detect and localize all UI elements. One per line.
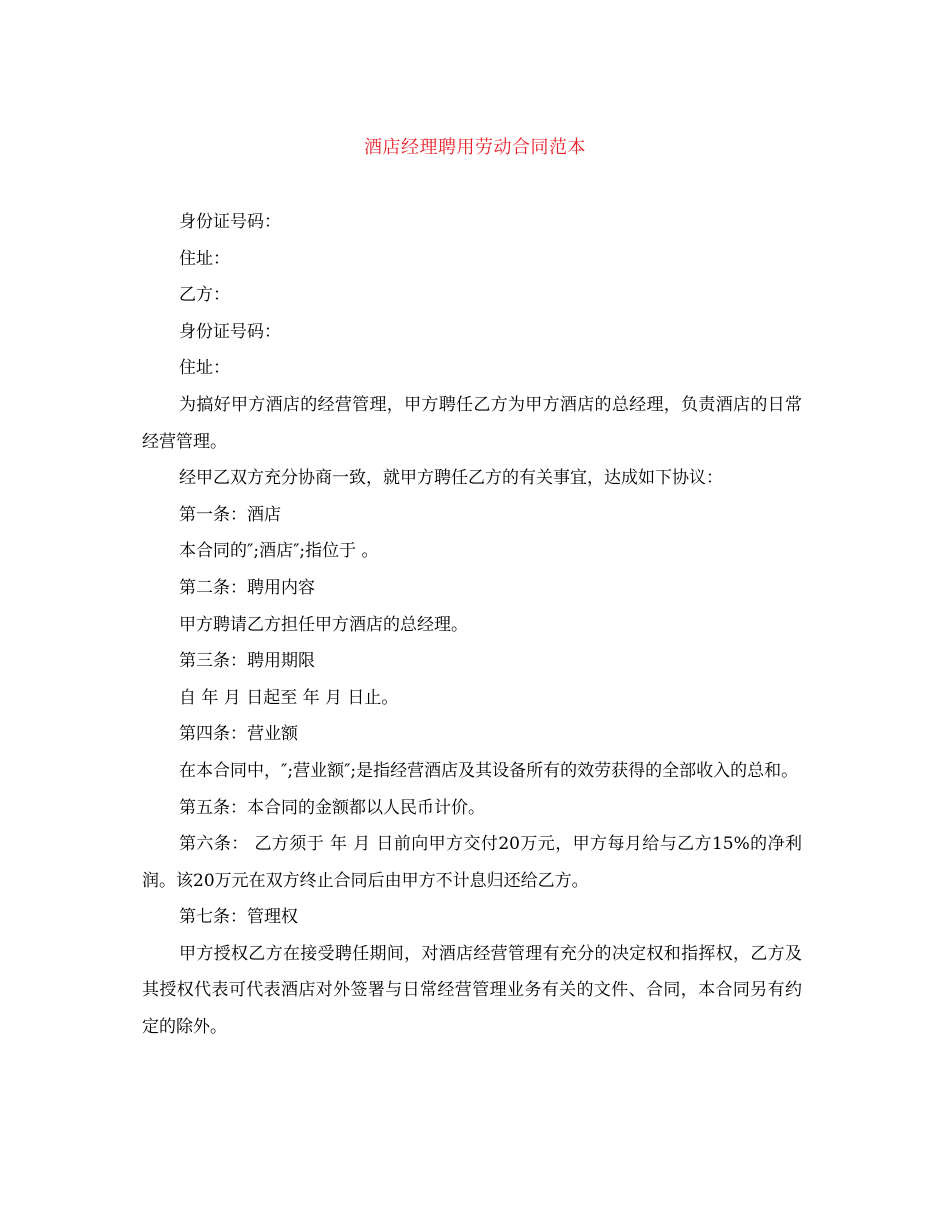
article-7-text: 甲方授权乙方在接受聘任期间，对酒店经营管理有充分的决定权和指挥权，乙方及其授权代表可代表酒店对外签署与日常经营管理业务有关的文件、合同，本合同另有约定的除外。 — [142, 943, 802, 1038]
article-7-heading: 第七条：管理权 — [179, 907, 298, 928]
paragraph-address-2: 住址： — [179, 358, 230, 379]
article-1-text: 本合同的″;酒店″;指位于 。 — [179, 541, 379, 562]
paragraph-id-number-2: 身份证号码： — [179, 321, 281, 342]
article-6-text: 第六条： 乙方须于 年 月 日前向甲方交付20万元，甲方每月给与乙方15%的净利润。该20万元在双方终止合同后由甲方不计息归还给乙方。 — [142, 834, 802, 891]
article-4-heading: 第四条：营业额 — [179, 724, 298, 745]
paragraph-id-number-1: 身份证号码： — [179, 212, 281, 232]
paragraph-party-b: 乙方： — [179, 285, 230, 306]
article-3-heading: 第三条：聘用期限 — [179, 651, 315, 672]
paragraph-purpose: 为搞好甲方酒店的经营管理，甲方聘任乙方为甲方酒店的总经理，负责酒店的日常经营管理。 — [142, 394, 802, 452]
paragraph-address-1: 住址： — [179, 248, 230, 269]
paragraph-agreement: 经甲乙双方充分协商一致，就甲方聘任乙方的有关事宜，达成如下协议： — [179, 468, 723, 489]
article-3-text: 自 年 月 日起至 年 月 日止。 — [179, 687, 399, 708]
article-2-heading: 第二条：聘用内容 — [179, 577, 315, 598]
document-body — [142, 204, 802, 1046]
article-1-heading: 第一条：酒店 — [179, 504, 281, 525]
article-4-text: 在本合同中，″;营业额″;是指经营酒店及其设备所有的效劳获得的全部收入的总和。 — [179, 760, 799, 781]
article-2-text: 甲方聘请乙方担任甲方酒店的总经理。 — [179, 614, 468, 635]
document-title: 酒店经理聘用劳动合同范本 — [364, 137, 586, 158]
article-5-text: 第五条：本合同的金额都以人民币计价。 — [179, 797, 485, 818]
